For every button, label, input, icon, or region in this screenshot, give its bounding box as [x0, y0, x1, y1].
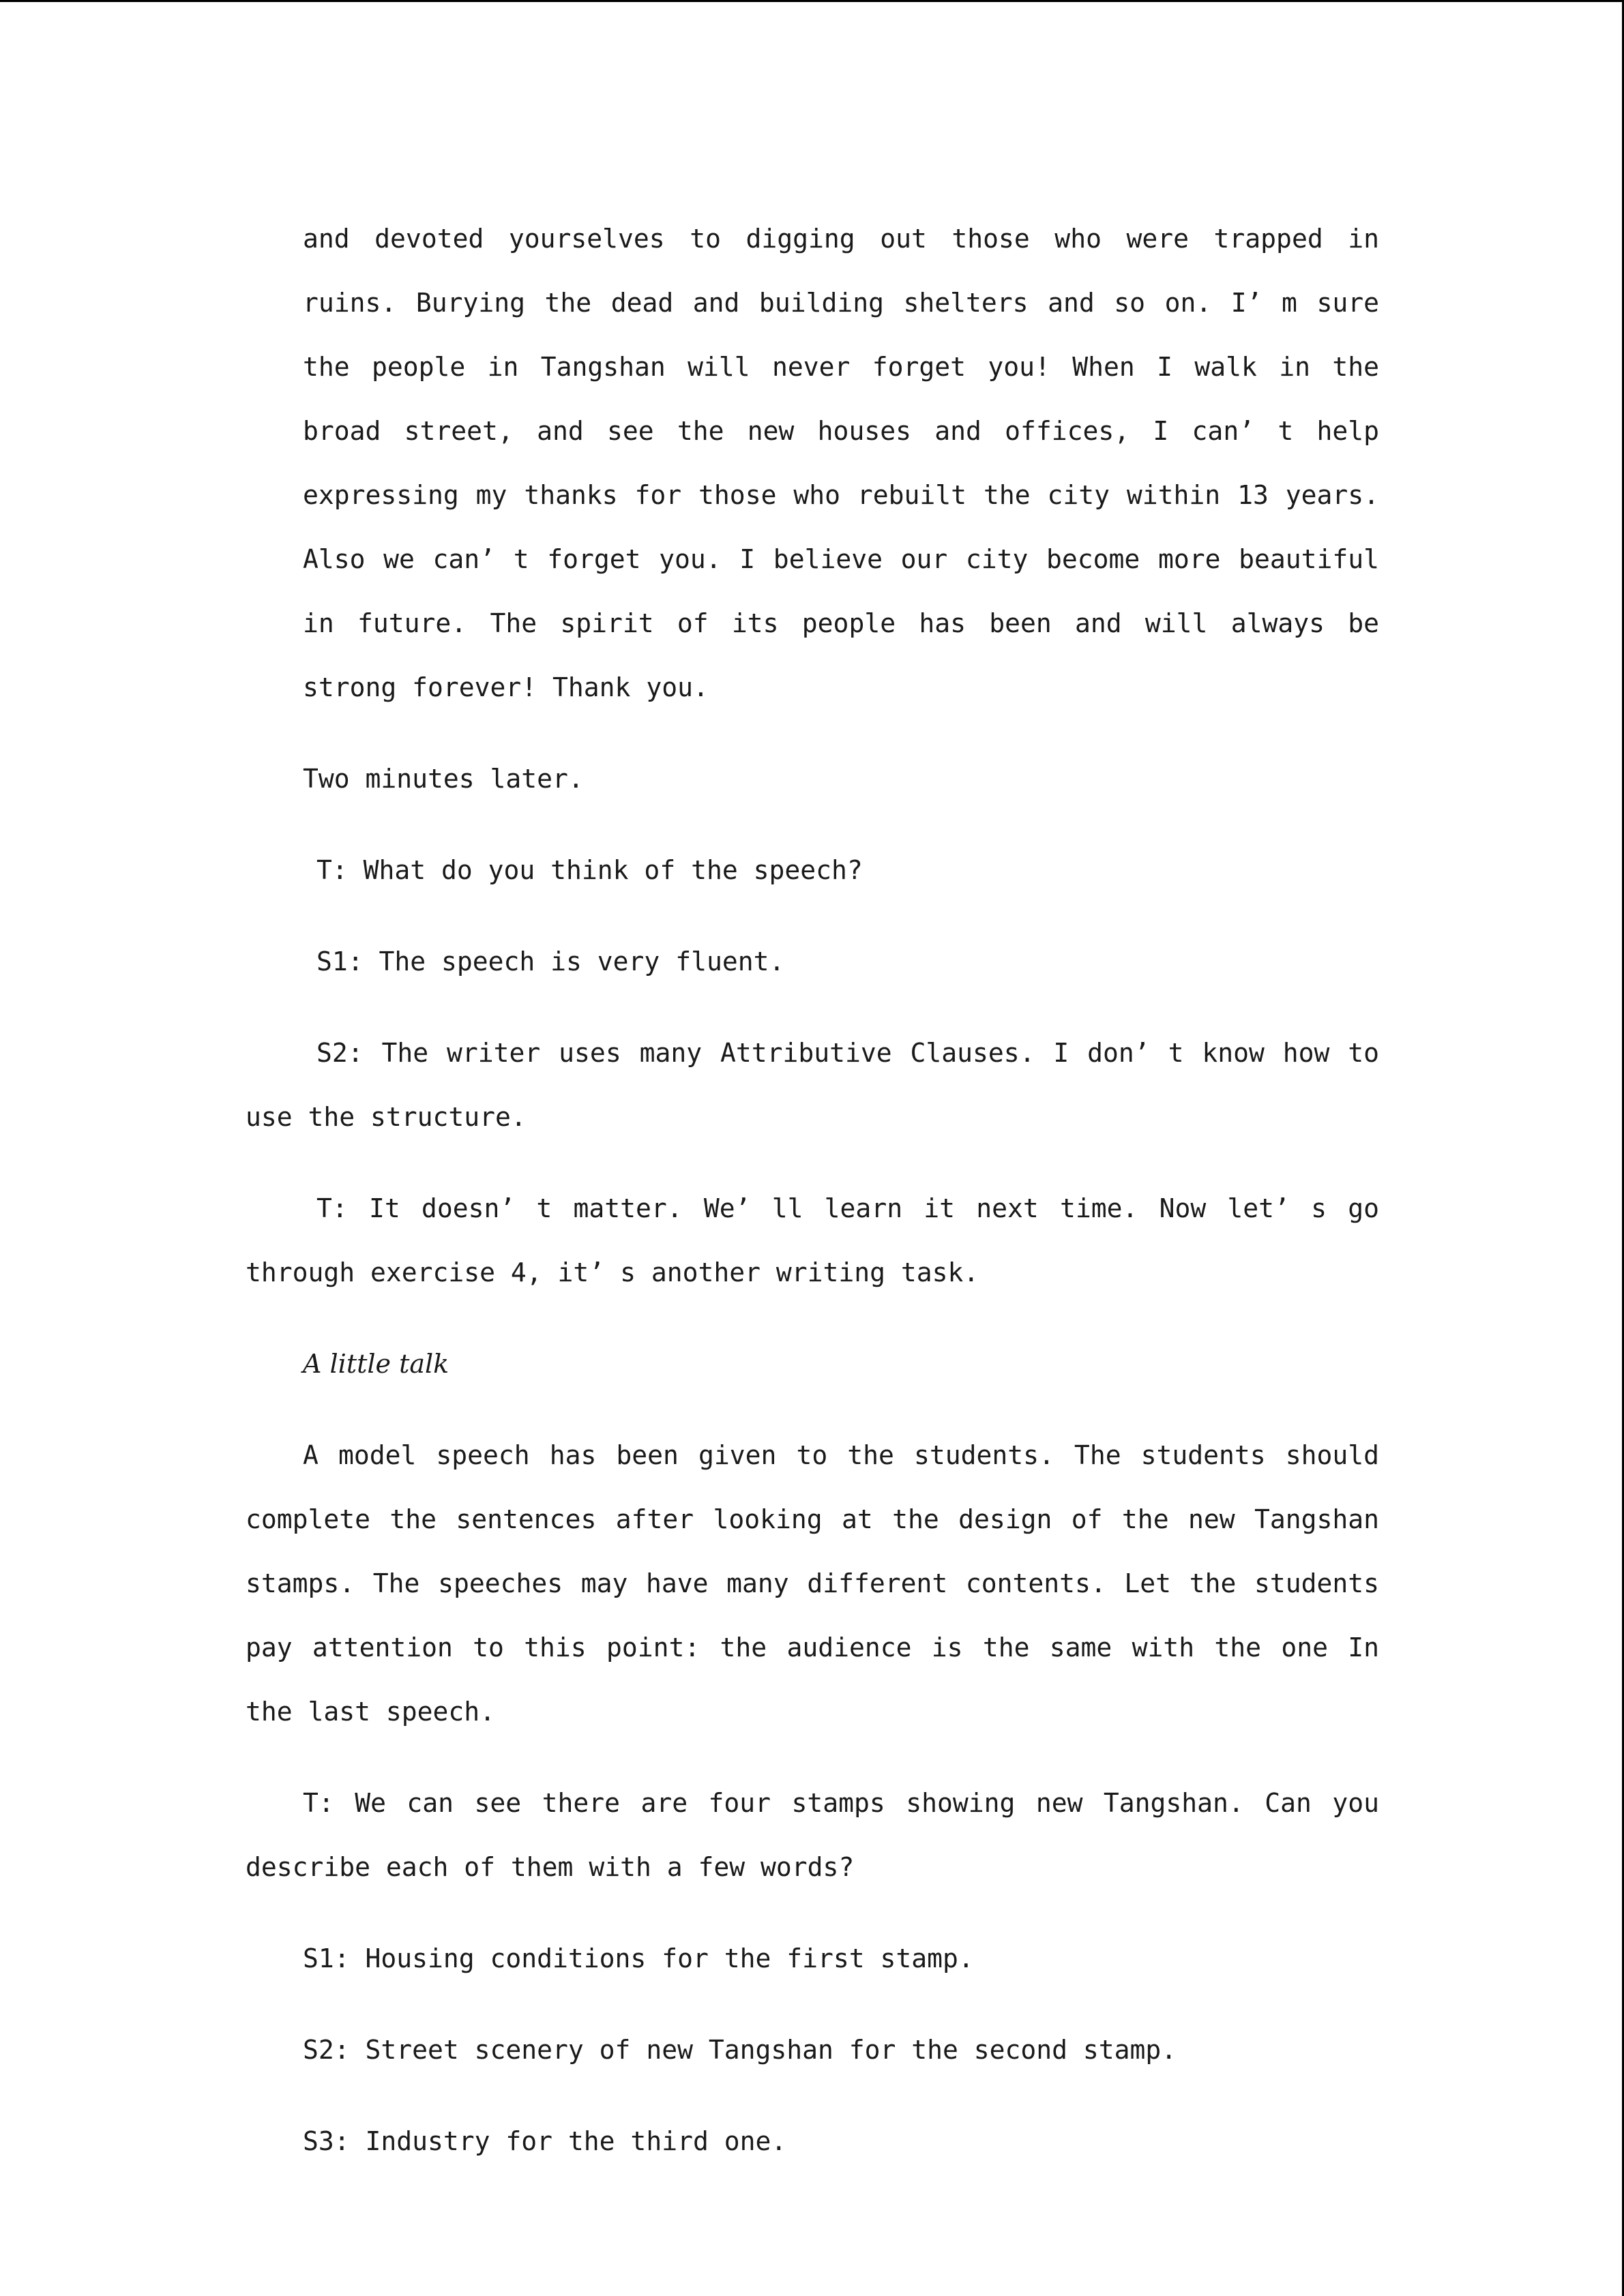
dialogue-student1-answer: S1: The speech is very fluent.: [316, 946, 785, 976]
dialogue-s3-industry: S3: Industry for the third one.: [303, 2126, 787, 2156]
document-body: [246, 207, 1379, 2173]
narration-two-minutes-later: Two minutes later.: [303, 764, 584, 794]
dialogue-student2-answer: S2: The writer uses many Attributive Clauses. I don’ t know how to use the structure.: [246, 1038, 1379, 1132]
dialogue-teacher-reply: T: It doesn’ t matter. We’ ll learn it next time. Now let’ s go through exercise 4, it’ s another writing task.: [246, 1193, 1379, 1287]
dialogue-s1-housing: S1: Housing conditions for the first stamp.: [303, 1943, 974, 1973]
dialogue-s2-street: S2: Street scenery of new Tangshan for the second stamp.: [303, 2035, 1177, 2065]
dialogue-teacher-question: T: What do you think of the speech?: [316, 855, 863, 885]
speech-continuation-paragraph: and devoted yourselves to digging out those who were trapped in ruins. Burying the dead and building shelters and so on. I’ m sure the people in Tangshan will never forget you! When I walk in the broad street, and see the new houses and offices, I can’ t help expressing my thanks for those who rebuilt the city within 13 years. Also we can’ t forget you. I believe our city become more beautiful in future. The spirit of its people has been and will always be strong forever! Thank you.: [303, 224, 1379, 702]
dialogue-teacher-stamps-question: T: We can see there are four stamps showing new Tangshan. Can you describe each of them with a few words?: [246, 1788, 1379, 1882]
model-speech-paragraph: A model speech has been given to the students. The students should complete the sentences after looking at the design of the new Tangshan stamps. The speeches may have many different contents. Let the students pay attention to this point: the audience is the same with the one In the last speech.: [246, 1440, 1379, 1727]
section-heading-little-talk: A little talk: [303, 1349, 449, 1379]
